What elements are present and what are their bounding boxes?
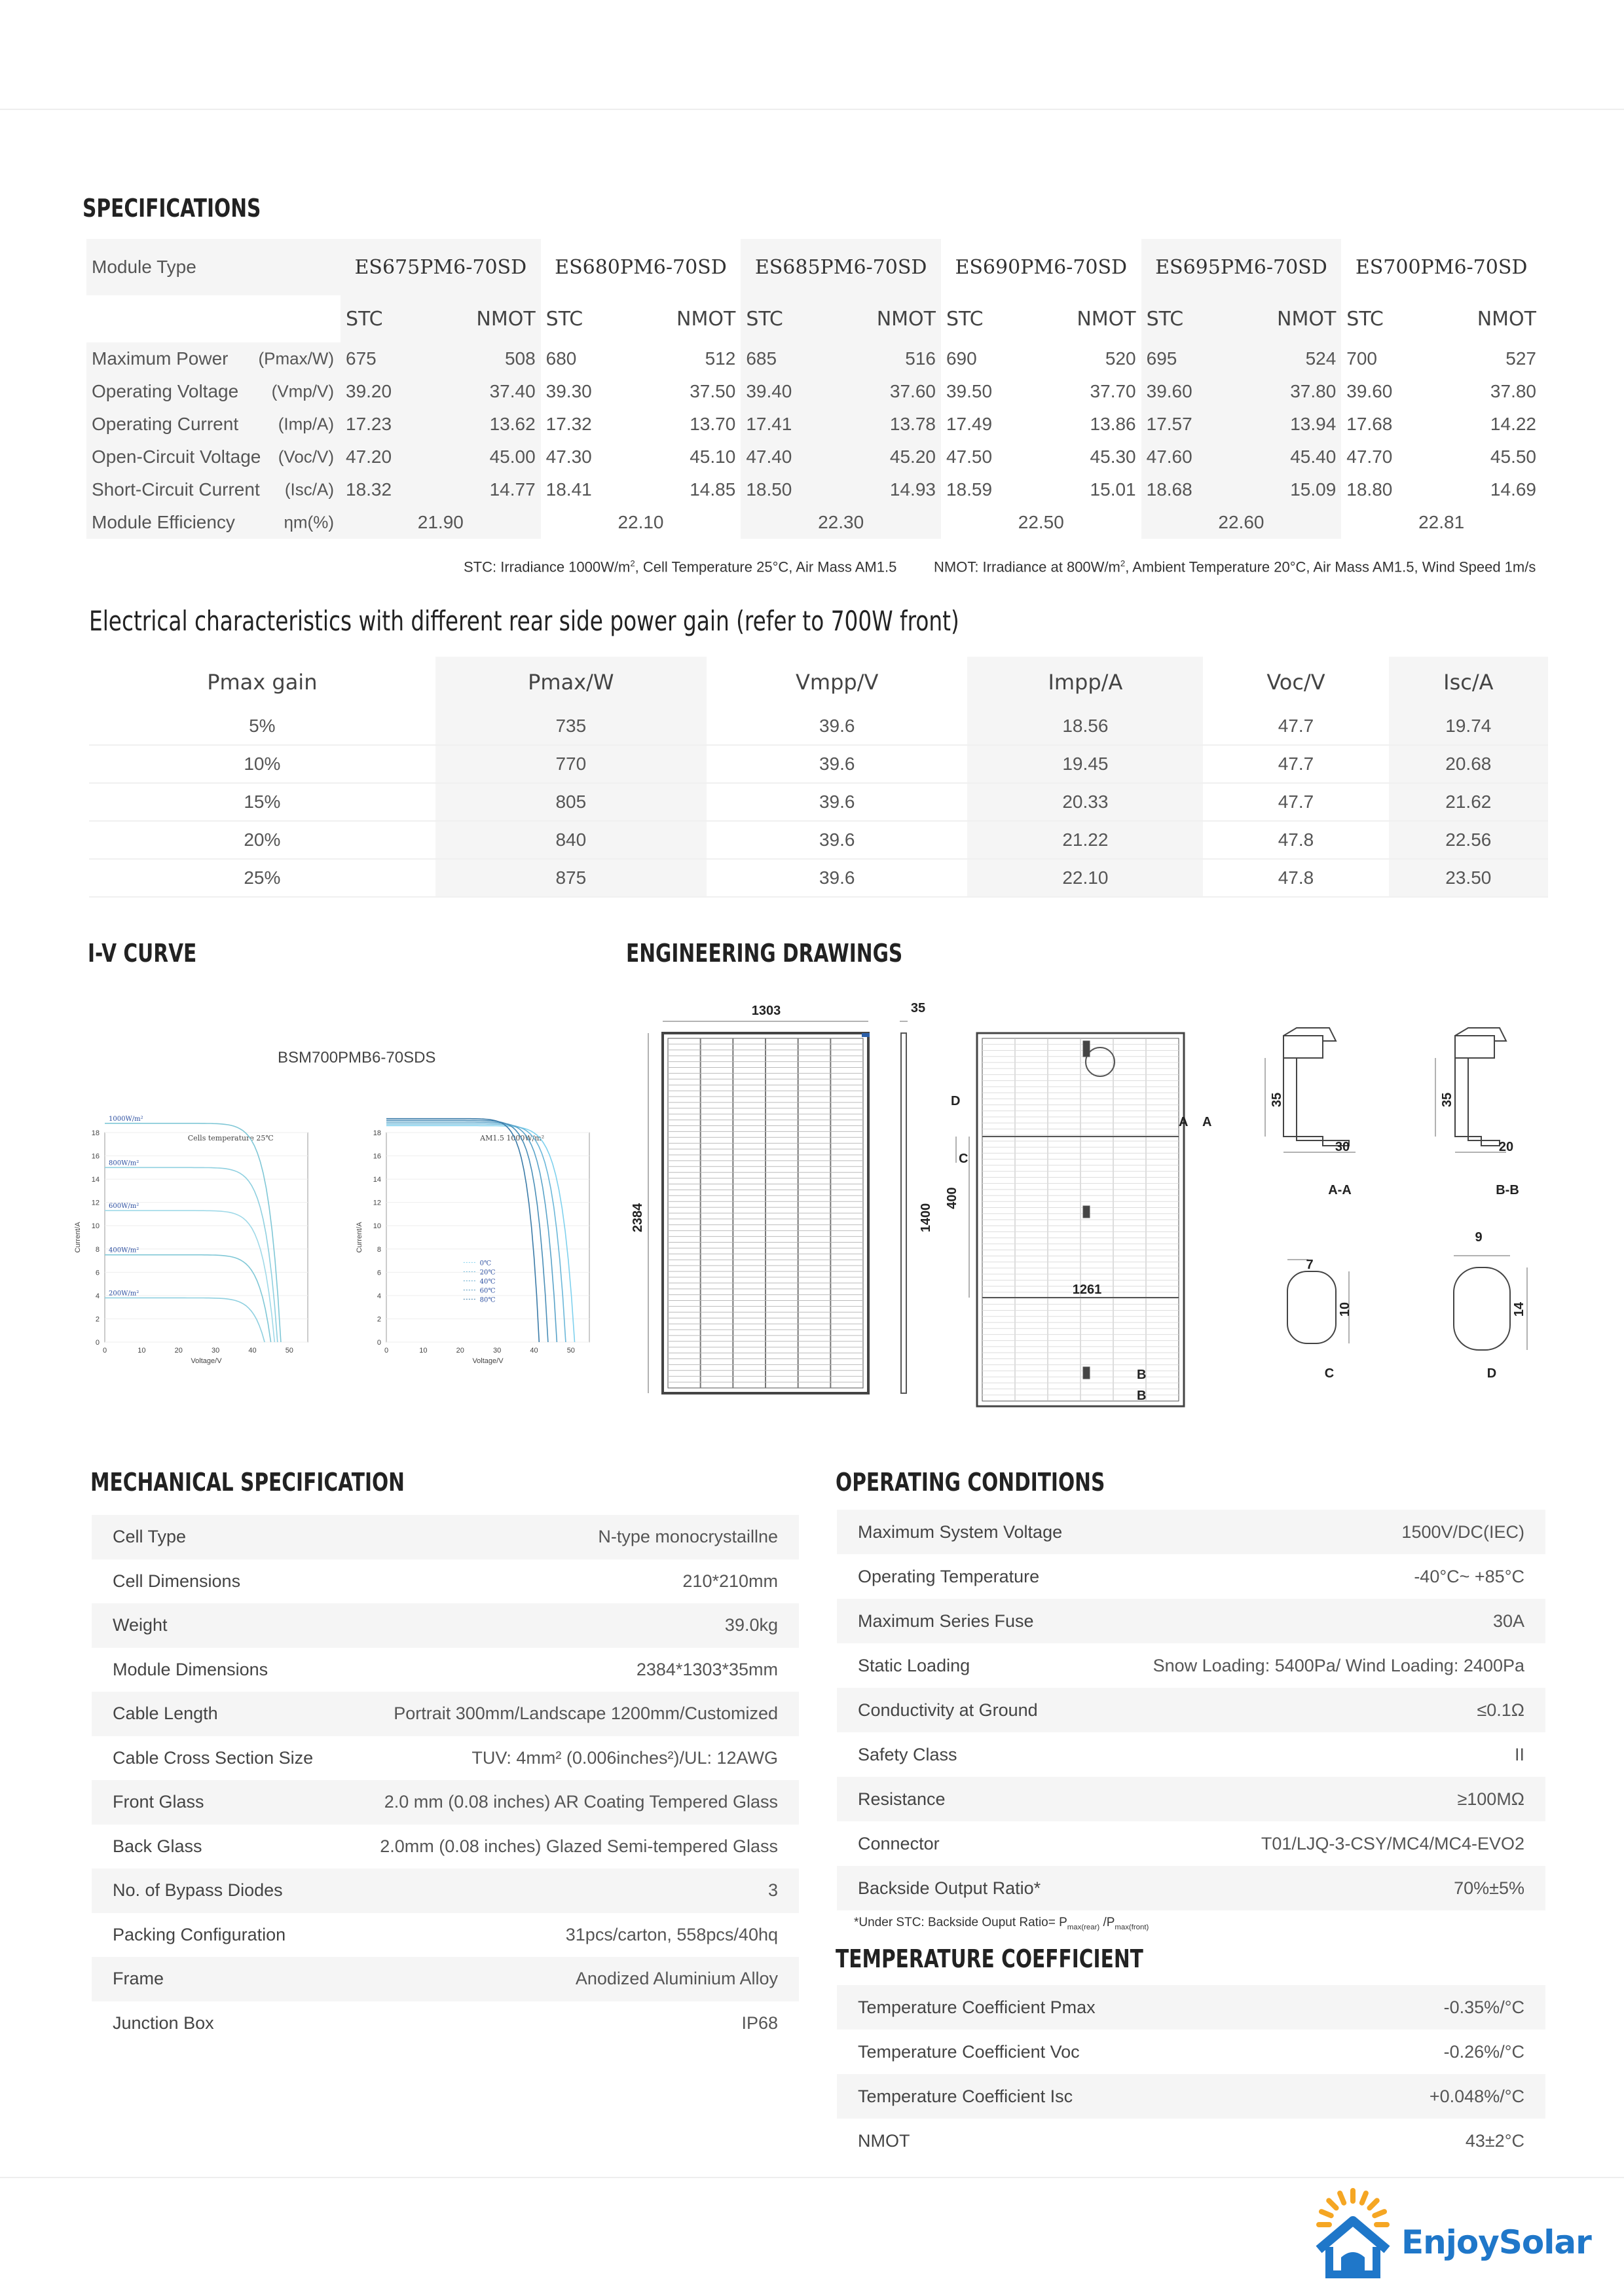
spec-value: 37.50 xyxy=(690,381,736,401)
gain-cell: 20% xyxy=(89,821,435,859)
gain-cell: 47.7 xyxy=(1203,783,1388,821)
gain-cell: 47.7 xyxy=(1203,708,1388,745)
bb-height: 35 xyxy=(1440,1092,1454,1108)
gain-cell: 23.50 xyxy=(1389,859,1548,897)
spec-value: 17.49 xyxy=(946,414,993,434)
mechanical-value: 2.0 mm (0.08 inches) AR Coating Tempered Glass xyxy=(384,1792,778,1812)
gain-cell: 18.56 xyxy=(967,708,1203,745)
spec-value: 18.59 xyxy=(946,479,993,500)
nmot-header: NMOT xyxy=(830,295,941,342)
spec-value: 37.40 xyxy=(430,375,541,408)
gain-cell: 805 xyxy=(435,783,707,821)
spec-value: 39.30 xyxy=(545,381,592,401)
engineering-heading: ENGINEERING DRAWINGS xyxy=(626,939,903,968)
mechanical-table xyxy=(92,1515,799,2045)
spec-value: 675 xyxy=(341,342,430,375)
operating-label: Connector xyxy=(858,1833,940,1853)
gain-header: Impp/A xyxy=(967,657,1203,708)
y-tick: 0 xyxy=(95,1339,100,1347)
iv-temperature-chart xyxy=(347,1120,609,1394)
chart-note: Cells temperature 25℃ xyxy=(187,1134,274,1142)
gain-header: Pmax gain xyxy=(207,670,318,695)
mechanical-label: Cell Dimensions xyxy=(113,1571,241,1591)
mechanical-value: IP68 xyxy=(741,2013,778,2033)
x-tick: 50 xyxy=(285,1347,293,1355)
nmot-note: NMOT: Irradiance at $800W/m^2$, Ambient Temperature 20°C, Air Mass AM1.5, Wind Speed 1m/s xyxy=(934,558,1536,575)
series-label: 800W/m² xyxy=(109,1159,139,1167)
label-a1: A xyxy=(1179,1115,1189,1129)
gain-cell: 39.6 xyxy=(707,821,968,859)
c-height: 10 xyxy=(1338,1302,1352,1317)
spec-value: 13.78 xyxy=(830,408,941,441)
temperature-label: Temperature Coefficient Isc xyxy=(858,2086,1073,2106)
mechanical-label: Cable Cross Section Size xyxy=(113,1747,314,1768)
nmot-header: NMOT xyxy=(676,307,736,331)
model-name: ES700PM6-70SD xyxy=(1355,255,1528,279)
spec-value: 685 xyxy=(741,342,830,375)
spec-value: 37.60 xyxy=(830,375,941,408)
y-tick: 8 xyxy=(377,1245,381,1254)
operating-label: Safety Class xyxy=(858,1744,957,1764)
specifications-heading: SPECIFICATIONS xyxy=(83,194,261,223)
side-view xyxy=(901,1033,906,1393)
stc-header: STC xyxy=(946,307,984,331)
gain-cell: 39.6 xyxy=(707,708,968,745)
x-tick: 40 xyxy=(248,1347,257,1355)
temperature-value: -0.35%/°C xyxy=(1443,1997,1524,2017)
y-tick: 4 xyxy=(95,1292,100,1300)
spec-value: 524 xyxy=(1230,342,1341,375)
efficiency-value: 22.10 xyxy=(618,512,664,532)
rear-gain-table xyxy=(89,657,1548,898)
series-label: 400W/m² xyxy=(109,1247,139,1254)
operating-table xyxy=(837,1510,1545,1910)
label-a2: A xyxy=(1202,1115,1212,1129)
engineering-drawings xyxy=(629,995,1585,1414)
mechanical-label: Packing Configuration xyxy=(113,1924,286,1944)
y-tick: 16 xyxy=(373,1152,381,1161)
efficiency-value: 21.90 xyxy=(341,506,541,539)
gain-cell: 840 xyxy=(435,821,707,859)
gain-cell: 770 xyxy=(435,745,707,783)
electrical-heading: Electrical characteristics with different rear side power gain (refer to 700W front) xyxy=(89,605,959,637)
gain-cell: 39.6 xyxy=(707,783,968,821)
efficiency-value: 22.81 xyxy=(1418,512,1465,532)
stc-note: STC: Irradiance $1000W/m^2$, Cell Temperature 25°C, Air Mass AM1.5 xyxy=(464,558,897,575)
y-tick: 14 xyxy=(373,1176,381,1184)
d-label: D xyxy=(1486,1366,1497,1381)
mechanical-label: Frame xyxy=(113,1969,164,1989)
spec-value: 47.70 xyxy=(1346,446,1393,467)
dim-mid: 400 xyxy=(945,1187,959,1209)
gain-cell: 25% xyxy=(89,859,435,897)
series-line xyxy=(105,1298,265,1342)
spec-value: 14.77 xyxy=(430,473,541,506)
x-tick: 10 xyxy=(138,1347,146,1355)
operating-heading: OPERATING CONDITIONS xyxy=(836,1468,1105,1497)
gain-cell: 21.22 xyxy=(967,821,1203,859)
spec-value: 45.20 xyxy=(830,441,941,473)
x-tick: 30 xyxy=(211,1347,220,1355)
temperature-table xyxy=(837,1985,1545,2163)
mechanical-label: No. of Bypass Diodes xyxy=(113,1880,283,1901)
spec-row-label: Open-Circuit Voltage (Voc/V) xyxy=(86,441,341,473)
mechanical-label: Module Dimensions xyxy=(113,1659,268,1679)
brand-name: EnjoySolar xyxy=(1401,2223,1591,2261)
stc-header: STC xyxy=(741,295,830,342)
y-tick: 10 xyxy=(373,1222,381,1231)
legend-entry: 40℃ xyxy=(479,1278,496,1286)
mechanical-value: 2384*1303*35mm xyxy=(636,1659,778,1679)
spec-value: 527 xyxy=(1505,348,1536,369)
gain-cell: 20.68 xyxy=(1389,745,1548,783)
gain-header: Pmax/W xyxy=(435,657,707,708)
operating-value: 30A xyxy=(1492,1611,1524,1631)
legend-entry: 80℃ xyxy=(479,1296,496,1304)
model-name: ES685PM6-70SD xyxy=(741,239,941,295)
y-tick: 6 xyxy=(95,1269,100,1277)
mechanical-label: Weight xyxy=(113,1615,168,1635)
gain-cell: 22.56 xyxy=(1389,821,1548,859)
iv-model-title: BSM700PMB6-70SDS xyxy=(278,1049,436,1066)
spec-value: 17.68 xyxy=(1346,414,1393,434)
spec-value: 18.68 xyxy=(1141,473,1231,506)
spec-value: 17.32 xyxy=(545,414,592,434)
gain-cell: 875 xyxy=(435,859,707,897)
gain-cell: 39.6 xyxy=(707,745,968,783)
nmot-header: NMOT xyxy=(430,295,541,342)
temperature-label: Temperature Coefficient Voc xyxy=(858,2041,1080,2062)
operating-value: Snow Loading: 5400Pa/ Wind Loading: 2400Pa xyxy=(1153,1655,1524,1675)
spec-value: 45.00 xyxy=(430,441,541,473)
mechanical-value: Portrait 300mm/Landscape 1200mm/Customized xyxy=(394,1704,778,1724)
spec-value: 37.80 xyxy=(1490,381,1536,401)
plot-frame xyxy=(386,1133,589,1342)
gain-cell: 10% xyxy=(89,745,435,783)
model-name: ES680PM6-70SD xyxy=(555,255,727,279)
y-tick: 2 xyxy=(377,1315,381,1324)
x-tick: 30 xyxy=(492,1347,502,1355)
spec-row-label: Operating Current (Imp/A) xyxy=(86,408,341,441)
dim-thickness: 35 xyxy=(910,1001,926,1015)
series-line xyxy=(386,1122,557,1342)
efficiency-value: 22.50 xyxy=(1018,512,1064,532)
aa-width: 30 xyxy=(1335,1140,1350,1154)
label-b2: B xyxy=(1137,1389,1147,1403)
spec-value: 700 xyxy=(1346,348,1377,369)
spec-value: 14.93 xyxy=(830,473,941,506)
gain-cell: 47.8 xyxy=(1203,821,1388,859)
legend-entry: 0℃ xyxy=(479,1260,492,1267)
gain-cell: 15% xyxy=(89,783,435,821)
gain-cell: 20.33 xyxy=(967,783,1203,821)
spec-value: 17.41 xyxy=(741,408,830,441)
series-line xyxy=(386,1124,566,1342)
spec-value: 47.30 xyxy=(545,446,592,467)
x-axis-label: Voltage/V xyxy=(191,1357,222,1365)
dim-height: 2384 xyxy=(631,1203,645,1233)
spec-value: 14.22 xyxy=(1490,414,1536,434)
iv-irradiance-chart xyxy=(65,1115,327,1394)
label-b1: B xyxy=(1137,1368,1147,1382)
mechanical-value: 210*210mm xyxy=(682,1571,778,1591)
stc-header: STC xyxy=(545,307,583,331)
y-tick: 8 xyxy=(95,1245,100,1254)
bb-width: 20 xyxy=(1498,1140,1514,1154)
mechanical-value: 31pcs/carton, 558pcs/40hq xyxy=(565,1924,778,1944)
mechanical-heading: MECHANICAL SPECIFICATION xyxy=(90,1468,405,1497)
series-line xyxy=(105,1211,274,1342)
mechanical-label: Junction Box xyxy=(113,2013,214,2033)
gain-cell: 21.62 xyxy=(1389,783,1548,821)
slot-c xyxy=(1287,1271,1336,1343)
spec-value: 508 xyxy=(430,342,541,375)
series-label: 600W/m² xyxy=(109,1203,139,1211)
legend-entry: 60℃ xyxy=(479,1287,496,1295)
mechanical-value: Anodized Aluminium Alloy xyxy=(575,1969,778,1989)
series-line xyxy=(386,1119,539,1342)
spec-value: 512 xyxy=(705,348,736,369)
label-c: C xyxy=(959,1152,969,1166)
operating-value: ≥100MΩ xyxy=(1457,1789,1524,1809)
temperature-label: NMOT xyxy=(858,2130,910,2151)
efficiency-value: 22.30 xyxy=(741,506,941,539)
chart-note: AM1.5 1000W/m² xyxy=(480,1134,545,1142)
stc-header: STC xyxy=(1346,307,1384,331)
operating-value: ≤0.1Ω xyxy=(1477,1700,1524,1720)
gain-header: Isc/A xyxy=(1389,657,1548,708)
gain-cell: 735 xyxy=(435,708,707,745)
gain-cell: 47.7 xyxy=(1203,745,1388,783)
mechanical-value: N-type monocrystaillne xyxy=(598,1527,778,1547)
spec-value: 37.80 xyxy=(1230,375,1341,408)
enjoysolar-logo-icon xyxy=(1307,2187,1399,2285)
mechanical-value: 2.0mm (0.08 inches) Glazed Semi-tempered Glass xyxy=(380,1836,778,1856)
spec-value: 45.30 xyxy=(1090,446,1136,467)
spec-value: 520 xyxy=(1105,348,1136,369)
mechanical-label: Front Glass xyxy=(113,1792,204,1812)
y-tick: 4 xyxy=(377,1292,381,1300)
y-tick: 18 xyxy=(373,1129,381,1137)
rear-view xyxy=(977,1033,1184,1406)
aa-label: A-A xyxy=(1328,1183,1352,1197)
temperature-heading: TEMPERATURE COEFFICIENT xyxy=(836,1944,1143,1973)
nmot-header: NMOT xyxy=(1230,295,1341,342)
y-tick: 6 xyxy=(377,1269,381,1277)
blank-cell xyxy=(86,295,341,342)
y-tick: 14 xyxy=(91,1176,100,1184)
series-label: 1000W/m² xyxy=(109,1115,143,1123)
operating-value: 1500V/DC(IEC) xyxy=(1401,1522,1524,1542)
model-name: ES695PM6-70SD xyxy=(1141,239,1342,295)
spec-value: 14.85 xyxy=(690,479,736,500)
spec-value: 17.23 xyxy=(341,408,430,441)
d-height: 14 xyxy=(1512,1302,1526,1317)
spec-value: 39.40 xyxy=(741,375,830,408)
spec-value: 13.62 xyxy=(430,408,541,441)
legend-entry: 20℃ xyxy=(479,1269,496,1277)
spec-value: 15.01 xyxy=(1090,479,1136,500)
series-line xyxy=(386,1120,548,1342)
spec-value: 47.60 xyxy=(1141,441,1231,473)
operating-value: T01/LJQ-3-CSY/MC4/MC4-EVO2 xyxy=(1261,1833,1524,1853)
y-tick: 2 xyxy=(95,1315,100,1324)
spec-value: 690 xyxy=(946,348,977,369)
stc-header: STC xyxy=(341,295,430,342)
mechanical-label: Cable Length xyxy=(113,1704,218,1724)
operating-label: Operating Temperature xyxy=(858,1566,1040,1586)
spec-value: 18.50 xyxy=(741,473,830,506)
spec-value: 47.40 xyxy=(741,441,830,473)
operating-value: -40°C~ +85°C xyxy=(1414,1566,1524,1586)
gain-cell: 19.45 xyxy=(967,745,1203,783)
x-tick: 0 xyxy=(102,1347,107,1355)
operating-label: Maximum Series Fuse xyxy=(858,1611,1034,1631)
operating-value: 70%±5% xyxy=(1454,1878,1524,1898)
temperature-value: +0.048%/°C xyxy=(1429,2086,1524,2106)
stc-header: STC xyxy=(1141,295,1231,342)
temperature-label: Temperature Coefficient Pmax xyxy=(858,1997,1096,2017)
model-name: ES690PM6-70SD xyxy=(955,255,1128,279)
gain-cell: 19.74 xyxy=(1389,708,1548,745)
gain-header: Vmpp/V xyxy=(796,670,879,695)
x-tick: 20 xyxy=(456,1347,464,1355)
gain-cell: 39.6 xyxy=(707,859,968,897)
label-d: D xyxy=(951,1094,961,1108)
slot-d xyxy=(1454,1267,1510,1350)
model-name: ES675PM6-70SD xyxy=(341,239,541,295)
mechanical-label: Back Glass xyxy=(113,1836,202,1856)
spec-value: 18.32 xyxy=(341,473,430,506)
spec-value: 18.41 xyxy=(545,479,592,500)
section-bb xyxy=(1455,1028,1506,1146)
x-tick: 10 xyxy=(419,1347,428,1355)
nmot-header: NMOT xyxy=(1477,307,1536,331)
operating-label: Maximum System Voltage xyxy=(858,1522,1063,1542)
x-axis-label: Voltage/V xyxy=(472,1357,504,1365)
spec-value: 45.50 xyxy=(1490,446,1536,467)
y-tick: 16 xyxy=(91,1152,100,1161)
iv-curve-heading: I-V CURVE xyxy=(88,939,197,968)
operating-label: Static Loading xyxy=(858,1655,970,1675)
operating-label: Backside Output Ratio* xyxy=(858,1878,1041,1898)
operating-label: Conductivity at Ground xyxy=(858,1700,1038,1720)
temperature-value: 43±2°C xyxy=(1465,2130,1524,2151)
x-tick: 0 xyxy=(384,1347,389,1355)
backside-ratio-note: *Under STC: Backside Ouput Ratio= $P_{max(rear)}$ $/P_{max(front)}$ xyxy=(854,1916,1149,1931)
gain-cell: 22.10 xyxy=(967,859,1203,897)
spec-row-label: Operating Voltage (Vmp/V) xyxy=(86,375,341,408)
dim-bottom: 1261 xyxy=(1072,1283,1102,1297)
front-view xyxy=(663,1033,870,1393)
mechanical-value: 39.0kg xyxy=(724,1615,778,1635)
spec-value: 18.80 xyxy=(1346,479,1393,500)
spec-row-label: Short-Circuit Current (Isc/A) xyxy=(86,473,341,506)
spec-value: 680 xyxy=(545,348,577,369)
spec-value: 47.50 xyxy=(946,446,993,467)
temperature-value: -0.26%/°C xyxy=(1443,2041,1524,2062)
d-width: 9 xyxy=(1475,1230,1483,1245)
x-tick: 50 xyxy=(566,1347,575,1355)
dim-mount: 1400 xyxy=(919,1203,933,1233)
x-tick: 20 xyxy=(174,1347,183,1355)
y-tick: 12 xyxy=(373,1199,381,1207)
section-aa xyxy=(1283,1028,1349,1146)
y-tick: 12 xyxy=(91,1199,100,1207)
x-tick: 40 xyxy=(530,1347,538,1355)
spec-value: 45.40 xyxy=(1230,441,1341,473)
aa-height: 35 xyxy=(1270,1092,1284,1108)
series-line xyxy=(105,1255,271,1342)
y-axis-label: Current/A xyxy=(74,1222,82,1253)
spec-value: 39.50 xyxy=(946,381,993,401)
module-type-label: Module Type xyxy=(86,239,341,295)
c-label: C xyxy=(1324,1366,1335,1381)
spec-value: 47.20 xyxy=(341,441,430,473)
y-axis-label: Current/A xyxy=(356,1222,363,1253)
spec-value: 37.70 xyxy=(1090,381,1136,401)
c-width: 7 xyxy=(1306,1258,1314,1272)
header-divider xyxy=(0,109,1624,110)
mechanical-value: 3 xyxy=(767,1880,778,1901)
spec-value: 13.94 xyxy=(1230,408,1341,441)
spec-value: 13.70 xyxy=(690,414,736,434)
mechanical-label: Cell Type xyxy=(113,1527,187,1547)
operating-label: Resistance xyxy=(858,1789,946,1809)
spec-value: 15.09 xyxy=(1230,473,1341,506)
operating-value: II xyxy=(1514,1744,1524,1764)
efficiency-label: Module Efficiency ηm(%) xyxy=(86,506,341,539)
spec-value: 695 xyxy=(1141,342,1231,375)
spec-value: 13.86 xyxy=(1090,414,1136,434)
spec-value: 14.69 xyxy=(1490,479,1536,500)
spec-value: 39.60 xyxy=(1141,375,1231,408)
spec-value: 516 xyxy=(830,342,941,375)
spec-row-label: Maximum Power (Pmax/W) xyxy=(86,342,341,375)
gain-cell: 5% xyxy=(89,708,435,745)
spec-value: 45.10 xyxy=(690,446,736,467)
footer-divider xyxy=(0,2177,1624,2178)
mechanical-value: TUV: 4mm² (0.006inches²)/UL: 12AWG xyxy=(471,1747,778,1768)
nmot-header: NMOT xyxy=(1077,307,1136,331)
gain-header: Voc/V xyxy=(1266,670,1325,695)
series-label: 200W/m² xyxy=(109,1290,139,1298)
gain-cell: 47.8 xyxy=(1203,859,1388,897)
spec-value: 39.60 xyxy=(1346,381,1393,401)
y-tick: 0 xyxy=(377,1339,381,1347)
efficiency-value: 22.60 xyxy=(1141,506,1342,539)
y-tick: 10 xyxy=(91,1222,100,1231)
bb-label: B-B xyxy=(1496,1183,1519,1197)
y-tick: 18 xyxy=(91,1129,100,1137)
spec-value: 17.57 xyxy=(1141,408,1231,441)
dim-width: 1303 xyxy=(751,1004,781,1018)
specifications-table xyxy=(86,239,1541,539)
spec-value: 39.20 xyxy=(341,375,430,408)
